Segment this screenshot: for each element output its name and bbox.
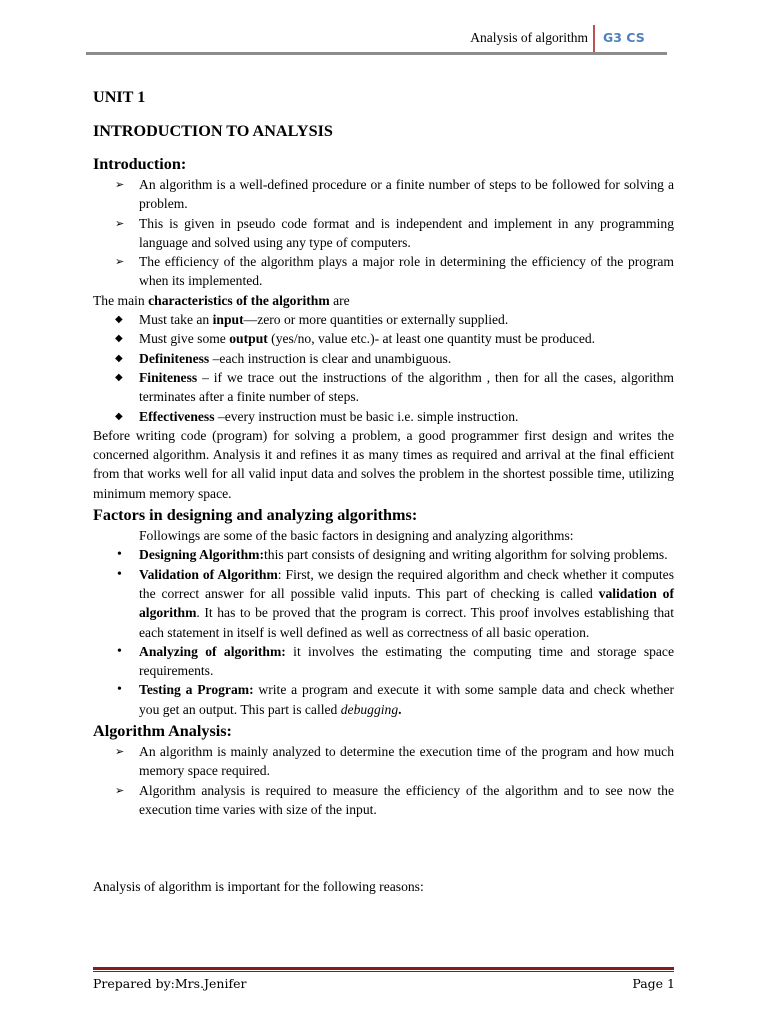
- footer-rule-thin: [93, 971, 674, 972]
- list-item: ◆ Must give some output (yes/no, value etc.)- at least one quantity must be produced.: [93, 329, 674, 348]
- list-item: ➢ The efficiency of the algorithm plays a major role in determining the efficiency of the program when its implemented.: [115, 254, 674, 289]
- characteristics-list: [93, 310, 674, 426]
- list-item: ◆ Effectiveness –every instruction must be basic i.e. simple instruction.: [93, 407, 674, 426]
- before-writing-paragraph: Before writing code (program) for solving a problem, a good programmer first design and writes the concerned algorithm. Analysis it and refines it as many times as required and arrival at the final efficient from that works well for all valid input data and solves the problem in the shortest possible time, utilizing minimum memory space.: [93, 427, 674, 501]
- arrow-bullet-icon: ➢: [115, 255, 125, 269]
- unit-label: UNIT 1: [93, 88, 146, 106]
- dot-bullet-icon: •: [117, 643, 122, 659]
- list-item: • Designing Algorithm:this part consists of designing and writing algorithm for solving problems.: [93, 545, 674, 564]
- arrow-bullet-icon: ➢: [115, 178, 125, 191]
- characteristics-lead: The main characteristics of the algorithm are: [93, 292, 350, 308]
- importance-line: Analysis of algorithm is important for the following reasons:: [93, 879, 424, 895]
- diamond-bullet-icon: ◆: [115, 371, 123, 383]
- list-item: ➢ This is given in pseudo code format and is independent and implement in any programming language and solved using any type of computers.: [115, 215, 674, 250]
- algorithm-analysis-heading: Algorithm Analysis:: [93, 722, 232, 741]
- list-item: ➢ An algorithm is mainly analyzed to determine the execution time of the program and how much memory space required.: [115, 744, 674, 779]
- header-tag: G3 CS: [603, 30, 645, 45]
- diamond-bullet-icon: ◆: [115, 352, 123, 364]
- list-item: ➢ An algorithm is a well-defined procedure or a finite number of steps to be followed for solving a problem.: [115, 177, 674, 212]
- list-item: ◆ Must take an input—zero or more quantities or externally supplied.: [93, 310, 674, 329]
- dot-bullet-icon: •: [117, 566, 122, 582]
- dot-bullet-icon: •: [117, 682, 122, 698]
- algorithm-analysis-list: [93, 742, 674, 819]
- diamond-bullet-icon: ◆: [115, 410, 123, 422]
- footer-page-number: Page 1: [632, 976, 675, 991]
- header-separator: [593, 25, 595, 52]
- footer-rule: [93, 967, 674, 970]
- diamond-bullet-icon: ◆: [115, 333, 123, 345]
- list-item: • Validation of Algorithm: First, we design the required algorithm and check whether it computes the correct answer for all possible valid inputs. This part of checking is called validation of algorithm. It has to be proved that the program is correct. This proof involves establishing that each statement in itself is well defined as well as correctness of all basic operation.: [117, 566, 675, 640]
- list-item: ◆ Finiteness – if we trace out the instructions of the algorithm , then for all the cases, algorithm terminates after a finite number of steps.: [115, 369, 674, 405]
- introduction-heading: Introduction:: [93, 155, 187, 173]
- list-item: • Analyzing of algorithm: it involves the estimating the computing time and storage space requirements.: [117, 643, 675, 679]
- factors-list: [93, 545, 674, 719]
- diamond-bullet-icon: ◆: [115, 314, 123, 326]
- footer-prepared-by: Prepared by:Mrs.Jenifer: [93, 976, 247, 991]
- document-body: [93, 88, 674, 897]
- header-title: Analysis of algorithm: [470, 30, 588, 45]
- spacer: [93, 819, 674, 877]
- factors-lead: Followings are some of the basic factors in designing and analyzing algorithms:: [139, 528, 574, 544]
- arrow-bullet-icon: ➢: [115, 216, 125, 230]
- list-item: ➢ Algorithm analysis is required to measure the efficiency of the algorithm and to see now the execution time varies with size of the input.: [115, 782, 674, 817]
- list-item: • Testing a Program: write a program and execute it with some sample data and check whether you get an output. This part is called debugging.: [117, 682, 675, 717]
- chapter-title: INTRODUCTION TO ANALYSIS: [93, 122, 333, 140]
- arrow-bullet-icon: ➢: [115, 783, 125, 797]
- arrow-bullet-icon: ➢: [115, 745, 125, 759]
- introduction-list: [93, 175, 674, 291]
- dot-bullet-icon: •: [117, 547, 122, 563]
- factors-heading: Factors in designing and analyzing algorithms:: [93, 506, 418, 525]
- list-item: ◆ Definiteness –each instruction is clear and unambiguous.: [93, 349, 674, 368]
- header-rule: [86, 52, 667, 55]
